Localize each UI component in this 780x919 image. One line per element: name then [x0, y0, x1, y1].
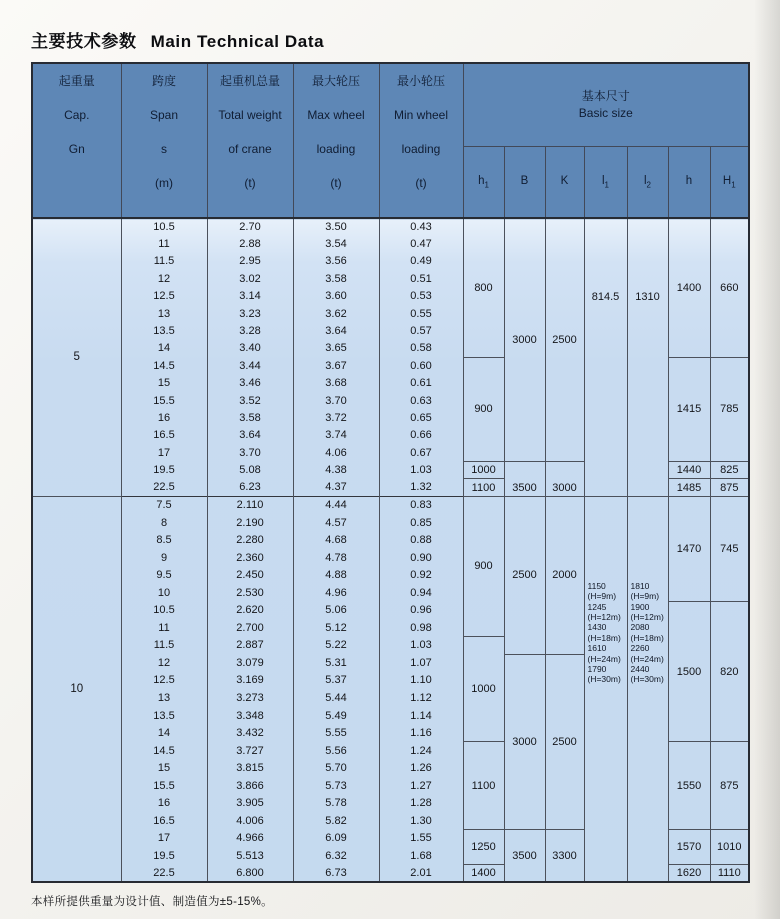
k-cell: 2500 — [545, 218, 584, 461]
b-cell: 3500 — [504, 461, 545, 496]
dimension-line: (H=18m) — [587, 632, 621, 643]
weight-cell: 3.70 — [207, 444, 293, 461]
weight-cell: 5.08 — [207, 461, 293, 478]
l2-cell — [627, 496, 668, 882]
weight-cell: 3.14 — [207, 288, 293, 305]
span-cell: 13 — [121, 305, 207, 322]
max-wheel-cell: 4.78 — [293, 549, 379, 567]
l2-cell: 1310 — [627, 218, 668, 496]
weight-cell: 3.866 — [207, 777, 293, 795]
span-cell: 17 — [121, 830, 207, 848]
span-cell: 15.5 — [121, 392, 207, 409]
weight-cell: 3.815 — [207, 759, 293, 777]
weight-cell: 2.95 — [207, 253, 293, 270]
h1-cell: 1110 — [710, 865, 749, 883]
h1-cell: 1100 — [463, 479, 504, 496]
dimension-line: (H=30m) — [630, 674, 664, 685]
span-cell: 9.5 — [121, 566, 207, 584]
header-basic-size-en: Basic size — [578, 105, 633, 120]
min-wheel-cell: 2.01 — [379, 865, 463, 883]
sub-col-sub: 1 — [731, 179, 736, 189]
min-wheel-cell: 1.27 — [379, 777, 463, 795]
header-line: (m) — [155, 176, 173, 190]
h1-cell: 900 — [463, 496, 504, 636]
b-cell: 3000 — [504, 218, 545, 461]
max-wheel-cell: 5.49 — [293, 707, 379, 725]
header-basic-size-zh: 基本尺寸 — [581, 88, 630, 103]
weight-cell: 6.800 — [207, 865, 293, 883]
weight-cell: 3.905 — [207, 795, 293, 813]
dimension-line: 2260 — [630, 643, 650, 654]
table-row — [32, 496, 749, 514]
span-cell: 19.5 — [121, 847, 207, 865]
h1-cell: 1250 — [463, 830, 504, 865]
dimension-line: 1430 — [587, 622, 607, 633]
dimension-line: 1810 — [630, 580, 650, 591]
weight-cell: 3.64 — [207, 427, 293, 444]
max-wheel-cell: 3.62 — [293, 305, 379, 322]
sub-col-base: h — [685, 174, 693, 187]
max-wheel-cell: 5.70 — [293, 759, 379, 777]
weight-cell: 3.079 — [207, 654, 293, 672]
span-cell: 14.5 — [121, 742, 207, 760]
page-title — [31, 27, 324, 52]
weight-cell: 3.432 — [207, 724, 293, 742]
dimension-line: (H=30m) — [587, 674, 621, 685]
h1-cell: 660 — [710, 218, 749, 357]
span-cell: 15 — [121, 759, 207, 777]
max-wheel-cell: 3.68 — [293, 375, 379, 392]
max-wheel-cell: 4.96 — [293, 584, 379, 602]
weight-cell: 6.23 — [207, 479, 293, 496]
h-cell: 1550 — [668, 742, 710, 830]
max-wheel-cell: 3.60 — [293, 288, 379, 305]
max-wheel-cell: 4.06 — [293, 444, 379, 461]
h1-cell: 745 — [710, 496, 749, 601]
k-cell: 2500 — [545, 654, 584, 829]
max-wheel-cell: 6.32 — [293, 847, 379, 865]
h-cell: 1415 — [668, 357, 710, 461]
max-wheel-cell: 3.56 — [293, 253, 379, 270]
max-wheel-cell: 5.56 — [293, 742, 379, 760]
header-sub-h1-upper — [710, 146, 749, 218]
min-wheel-cell: 1.30 — [379, 812, 463, 830]
dimension-line: (H=12m) — [630, 611, 664, 622]
weight-cell: 3.02 — [207, 270, 293, 287]
min-wheel-cell: 0.51 — [379, 270, 463, 287]
h-cell: 1500 — [668, 602, 710, 742]
span-cell: 11.5 — [121, 253, 207, 270]
weight-cell: 3.52 — [207, 392, 293, 409]
max-wheel-cell: 5.55 — [293, 724, 379, 742]
max-wheel-cell: 3.67 — [293, 357, 379, 374]
header-sub-k — [545, 146, 584, 218]
max-wheel-cell: 3.74 — [293, 427, 379, 444]
max-wheel-cell: 5.82 — [293, 812, 379, 830]
min-wheel-cell: 1.24 — [379, 742, 463, 760]
max-wheel-cell: 3.54 — [293, 235, 379, 252]
max-wheel-cell: 3.65 — [293, 340, 379, 357]
header-row-main — [32, 63, 749, 146]
sub-col-base: B — [520, 174, 529, 187]
header-line: of crane — [228, 142, 272, 156]
weight-cell: 2.110 — [207, 496, 293, 514]
capacity-cell: 5 — [32, 218, 121, 496]
max-wheel-cell: 5.31 — [293, 654, 379, 672]
sub-col-sub: 2 — [646, 179, 651, 189]
min-wheel-cell: 0.66 — [379, 427, 463, 444]
header-basic-size — [463, 63, 749, 146]
max-wheel-cell: 6.73 — [293, 865, 379, 883]
header-line: 最小轮压 — [396, 74, 445, 88]
weight-cell: 3.28 — [207, 322, 293, 339]
header-line: 最大轮压 — [311, 74, 360, 88]
header-line — [33, 166, 121, 200]
span-cell: 14 — [121, 340, 207, 357]
min-wheel-cell: 0.63 — [379, 392, 463, 409]
span-cell: 10.5 — [121, 602, 207, 620]
min-wheel-cell: 1.28 — [379, 795, 463, 813]
capacity-10-group — [32, 496, 749, 882]
main-technical-data-table — [31, 62, 750, 883]
max-wheel-cell: 3.50 — [293, 218, 379, 235]
span-cell: 16 — [121, 409, 207, 426]
header-line: Gn — [68, 142, 85, 156]
weight-cell: 2.887 — [207, 637, 293, 655]
k-cell: 3000 — [545, 461, 584, 496]
span-cell: 22.5 — [121, 865, 207, 883]
h1-cell: 875 — [710, 479, 749, 496]
span-cell: 9 — [121, 549, 207, 567]
span-cell: 11 — [121, 619, 207, 637]
min-wheel-cell: 1.26 — [379, 759, 463, 777]
span-cell: 13.5 — [121, 707, 207, 725]
min-wheel-cell: 0.67 — [379, 444, 463, 461]
weight-cell: 2.450 — [207, 566, 293, 584]
span-cell: 8.5 — [121, 531, 207, 549]
weight-cell: 2.700 — [207, 619, 293, 637]
min-wheel-cell: 1.16 — [379, 724, 463, 742]
weight-cell: 5.513 — [207, 847, 293, 865]
header-line: s — [161, 142, 167, 156]
max-wheel-cell: 4.37 — [293, 479, 379, 496]
weight-cell: 3.58 — [207, 409, 293, 426]
weight-cell: 3.273 — [207, 689, 293, 707]
header-sub-l2 — [627, 146, 668, 218]
header-span — [121, 63, 207, 218]
header-line: (t) — [244, 176, 256, 190]
min-wheel-cell: 0.58 — [379, 340, 463, 357]
weight-cell: 3.169 — [207, 672, 293, 690]
dimension-line: 1245 — [587, 601, 607, 612]
header-sub-b — [504, 146, 545, 218]
min-wheel-cell: 1.10 — [379, 672, 463, 690]
weight-cell: 2.70 — [207, 218, 293, 235]
max-wheel-cell: 4.88 — [293, 566, 379, 584]
weight-cell: 2.620 — [207, 602, 293, 620]
sub-col-sub: 1 — [604, 179, 609, 189]
h-cell: 1400 — [668, 218, 710, 357]
b-cell: 2500 — [504, 496, 545, 654]
weight-cell: 2.190 — [207, 514, 293, 532]
span-cell: 15 — [121, 375, 207, 392]
min-wheel-cell: 1.03 — [379, 461, 463, 478]
min-wheel-cell: 0.55 — [379, 305, 463, 322]
min-wheel-cell: 0.43 — [379, 218, 463, 235]
span-cell: 15.5 — [121, 777, 207, 795]
max-wheel-cell: 5.06 — [293, 602, 379, 620]
weight-cell: 3.40 — [207, 340, 293, 357]
h-cell: 1570 — [668, 830, 710, 865]
span-cell: 12 — [121, 270, 207, 287]
header-line: Min wheel — [393, 108, 449, 122]
span-cell: 13.5 — [121, 322, 207, 339]
h-cell: 1485 — [668, 479, 710, 496]
dimension-line: 1610 — [587, 643, 607, 654]
weight-cell: 2.88 — [207, 235, 293, 252]
max-wheel-cell: 3.64 — [293, 322, 379, 339]
span-cell: 10.5 — [121, 218, 207, 235]
sub-col-base: K — [560, 174, 569, 187]
span-cell: 14 — [121, 724, 207, 742]
sub-col-base: l — [643, 174, 647, 187]
dimension-line: 2440 — [630, 664, 650, 674]
sub-col-base: l — [601, 174, 605, 187]
footer-note: 本样所提供重量为设计值、制造值为±5-15%。 — [31, 896, 273, 908]
h1-cell: 800 — [463, 218, 504, 357]
header-line: loading — [401, 142, 441, 156]
h1-cell: 1000 — [463, 461, 504, 478]
min-wheel-cell: 0.83 — [379, 496, 463, 514]
span-cell: 14.5 — [121, 357, 207, 374]
l1-cell: 814.5 — [584, 218, 627, 496]
dimension-line: (H=9m) — [587, 591, 617, 602]
span-cell: 11.5 — [121, 637, 207, 655]
page-title-en: Main Technical Data — [150, 32, 325, 51]
table-header — [32, 63, 749, 218]
span-cell: 13 — [121, 689, 207, 707]
weight-cell: 4.966 — [207, 830, 293, 848]
header-line: Span — [149, 108, 179, 122]
header-line: 起重机总量 — [219, 74, 280, 88]
max-wheel-cell: 5.37 — [293, 672, 379, 690]
min-wheel-cell: 0.98 — [379, 619, 463, 637]
span-cell: 7.5 — [121, 496, 207, 514]
min-wheel-cell: 1.55 — [379, 830, 463, 848]
span-cell: 8 — [121, 514, 207, 532]
capacity-cell: 10 — [32, 496, 121, 882]
capacity-5-group — [32, 218, 749, 496]
weight-cell: 3.348 — [207, 707, 293, 725]
max-wheel-cell: 3.72 — [293, 409, 379, 426]
weight-cell: 4.006 — [207, 812, 293, 830]
weight-cell: 3.23 — [207, 305, 293, 322]
span-cell: 19.5 — [121, 461, 207, 478]
max-wheel-cell: 5.22 — [293, 637, 379, 655]
max-wheel-cell: 3.58 — [293, 270, 379, 287]
max-wheel-cell: 4.38 — [293, 461, 379, 478]
span-cell: 12 — [121, 654, 207, 672]
b-cell: 3000 — [504, 654, 545, 829]
span-cell: 12.5 — [121, 672, 207, 690]
weight-cell: 2.280 — [207, 531, 293, 549]
h1-cell: 1400 — [463, 865, 504, 883]
dimension-line: (H=18m) — [630, 632, 664, 643]
max-wheel-cell: 5.44 — [293, 689, 379, 707]
min-wheel-cell: 0.53 — [379, 288, 463, 305]
header-min-wheel — [379, 63, 463, 218]
page-title-zh: 主要技术参数 — [31, 32, 137, 51]
b-cell: 3500 — [504, 830, 545, 883]
span-cell: 16 — [121, 795, 207, 813]
h-cell: 1620 — [668, 865, 710, 883]
header-line: Cap. — [64, 108, 90, 122]
l1-cell — [584, 496, 627, 882]
min-wheel-cell: 0.85 — [379, 514, 463, 532]
h-cell: 1440 — [668, 461, 710, 478]
weight-cell: 3.727 — [207, 742, 293, 760]
min-wheel-cell: 1.68 — [379, 847, 463, 865]
dimension-line: 1900 — [630, 601, 650, 612]
span-cell: 22.5 — [121, 479, 207, 496]
h1-cell: 900 — [463, 357, 504, 461]
header-max-wheel — [293, 63, 379, 218]
table-row — [32, 218, 749, 235]
dimension-line: 1150 — [587, 580, 606, 591]
header-sub-h — [668, 146, 710, 218]
span-cell: 12.5 — [121, 288, 207, 305]
min-wheel-cell: 0.88 — [379, 531, 463, 549]
min-wheel-cell: 0.92 — [379, 566, 463, 584]
min-wheel-cell: 1.12 — [379, 689, 463, 707]
h1-cell: 785 — [710, 357, 749, 461]
min-wheel-cell: 0.49 — [379, 253, 463, 270]
h1-cell: 1010 — [710, 830, 749, 865]
max-wheel-cell: 5.73 — [293, 777, 379, 795]
span-cell: 11 — [121, 235, 207, 252]
sub-col-base: h — [478, 174, 485, 187]
h1-cell: 825 — [710, 461, 749, 478]
max-wheel-cell: 4.68 — [293, 531, 379, 549]
header-sub-h1 — [463, 146, 504, 218]
min-wheel-cell: 0.96 — [379, 602, 463, 620]
min-wheel-cell: 1.32 — [379, 479, 463, 496]
min-wheel-cell: 1.03 — [379, 637, 463, 655]
header-line: 跨度 — [151, 74, 176, 88]
span-cell: 17 — [121, 444, 207, 461]
weight-cell: 2.360 — [207, 549, 293, 567]
h1-cell: 1100 — [463, 742, 504, 830]
dimension-line: 1790 — [587, 664, 607, 674]
max-wheel-cell: 4.44 — [293, 496, 379, 514]
header-sub-l1 — [584, 146, 627, 218]
max-wheel-cell: 5.12 — [293, 619, 379, 637]
h1-cell: 1000 — [463, 637, 504, 742]
header-line: Max wheel — [307, 108, 365, 122]
max-wheel-cell: 3.70 — [293, 392, 379, 409]
header-line: (t) — [415, 176, 427, 190]
weight-cell: 3.46 — [207, 375, 293, 392]
h-cell: 1470 — [668, 496, 710, 601]
dimension-line: (H=12m) — [587, 611, 621, 622]
weight-cell: 2.530 — [207, 584, 293, 602]
h1-cell: 875 — [710, 742, 749, 830]
min-wheel-cell: 1.07 — [379, 654, 463, 672]
min-wheel-cell: 0.61 — [379, 375, 463, 392]
h1-cell: 820 — [710, 602, 749, 742]
weight-cell: 3.44 — [207, 357, 293, 374]
span-cell: 16.5 — [121, 427, 207, 444]
dimension-line: 2080 — [630, 622, 650, 633]
k-cell: 3300 — [545, 830, 584, 883]
span-cell: 16.5 — [121, 812, 207, 830]
header-capacity — [32, 63, 121, 218]
header-line: loading — [316, 142, 356, 156]
dimension-line: (H=24m) — [587, 653, 621, 664]
sub-col-base: H — [722, 174, 732, 187]
header-line: 起重量 — [58, 74, 95, 88]
max-wheel-cell: 5.78 — [293, 795, 379, 813]
min-wheel-cell: 1.14 — [379, 707, 463, 725]
min-wheel-cell: 0.57 — [379, 322, 463, 339]
min-wheel-cell: 0.90 — [379, 549, 463, 567]
max-wheel-cell: 4.57 — [293, 514, 379, 532]
header-line: (t) — [330, 176, 342, 190]
dimension-line: (H=9m) — [630, 591, 660, 602]
max-wheel-cell: 6.09 — [293, 830, 379, 848]
dimension-line: (H=24m) — [630, 653, 664, 664]
header-total-weight — [207, 63, 293, 218]
span-cell: 10 — [121, 584, 207, 602]
min-wheel-cell: 0.60 — [379, 357, 463, 374]
min-wheel-cell: 0.65 — [379, 409, 463, 426]
header-line: Total weight — [218, 108, 282, 122]
min-wheel-cell: 0.47 — [379, 235, 463, 252]
min-wheel-cell: 0.94 — [379, 584, 463, 602]
k-cell: 2000 — [545, 496, 584, 654]
sub-col-sub: 1 — [484, 179, 489, 189]
